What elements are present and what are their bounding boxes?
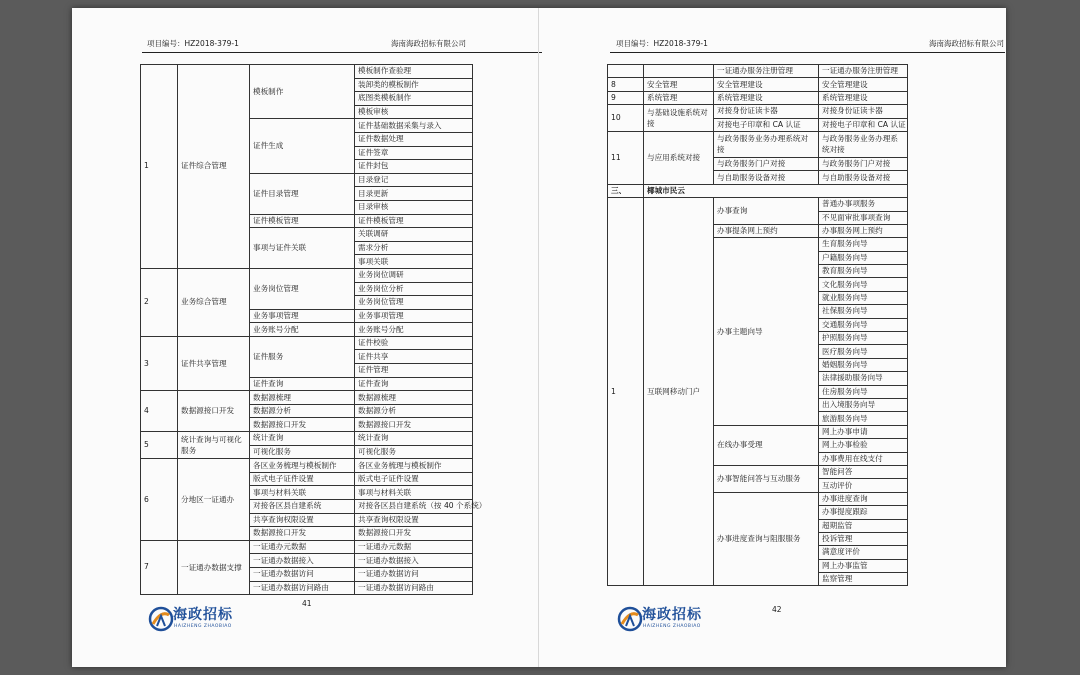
- subcategory: 可视化服务: [250, 445, 355, 459]
- item: 监察管理: [819, 573, 908, 586]
- subcategory: 对接各区县自建系统: [250, 500, 355, 514]
- section-title: 椰城市民云: [644, 184, 908, 197]
- page-number: 42: [772, 605, 782, 614]
- category: 统计查询与可视化服务: [178, 432, 250, 459]
- left-page: [72, 8, 539, 667]
- header-company: 海南海政招标有限公司: [391, 39, 466, 48]
- item: 住房服务向导: [819, 385, 908, 398]
- item: 证件模板管理: [355, 214, 473, 228]
- item: 网上办事申请: [819, 425, 908, 438]
- item: 出入境服务向导: [819, 398, 908, 411]
- item: 可视化服务: [355, 445, 473, 459]
- item: 一证通办服务注册管理: [819, 65, 908, 78]
- row-no: 7: [141, 540, 178, 594]
- header-project-no: 项目编号：HZ2018-379-1: [147, 39, 239, 48]
- subcategory: 事项与材料关联: [250, 486, 355, 500]
- subcategory: 证件生成: [250, 119, 355, 173]
- subcategory: 一证通办数据接入: [250, 554, 355, 568]
- subcategory: 办事智能问答与互动服务: [714, 465, 819, 492]
- row-no: 2: [141, 268, 178, 336]
- item: 目录更新: [355, 187, 473, 201]
- subcategory: 与政务服务门户对接: [714, 157, 819, 170]
- subcategory: 证件模板管理: [250, 214, 355, 228]
- category: 证件综合管理: [178, 65, 250, 269]
- subcategory: 一证通办数据访问: [250, 567, 355, 581]
- item: 与政务服务业务办理系统对接: [819, 131, 908, 157]
- logo-name: 海政招标: [642, 607, 702, 623]
- subcategory: 与政务服务业务办理系统对接: [714, 131, 819, 157]
- subcategory: 系统管理建设: [714, 91, 819, 104]
- subcategory: 办事查询: [714, 198, 819, 225]
- item: 各区业务梳理与模板制作: [355, 459, 473, 473]
- item: 数据源梳理: [355, 391, 473, 405]
- right-page: [539, 8, 1006, 667]
- item: 证件校验: [355, 336, 473, 350]
- item: 证件封包: [355, 160, 473, 174]
- item: 证件数据处理: [355, 132, 473, 146]
- item: 对接各区县自建系统（按 40 个系统）: [355, 500, 473, 514]
- row-no: 5: [141, 432, 178, 459]
- item: 证件共享: [355, 350, 473, 364]
- item: 与自助服务设备对接: [819, 171, 908, 184]
- category: 证件共享管理: [178, 336, 250, 390]
- item: 一证通办数据接入: [355, 554, 473, 568]
- subcategory: 各区业务梳理与模板制作: [250, 459, 355, 473]
- left-table: [140, 64, 487, 595]
- subcategory: 数据源梳理: [250, 391, 355, 405]
- item: 业务事项管理: [355, 309, 473, 323]
- row-no: 1: [141, 65, 178, 269]
- header-rule: [142, 52, 542, 53]
- right-table: [607, 64, 908, 586]
- item: 模板制作查验理: [355, 65, 473, 79]
- category: 系统管理: [644, 91, 714, 104]
- item: 互动评价: [819, 479, 908, 492]
- item: 普通办事项服务: [819, 198, 908, 211]
- item: 生育服务向导: [819, 238, 908, 251]
- category: 一证通办数据支撑: [178, 540, 250, 594]
- company-logo: [148, 606, 240, 634]
- row-no: 6: [141, 459, 178, 541]
- subcategory: 办事主题向导: [714, 238, 819, 425]
- item: 底图类模板制作: [355, 92, 473, 106]
- header-company: 海南海政招标有限公司: [929, 39, 1004, 48]
- row-no: 8: [608, 78, 644, 91]
- item: 业务岗位分析: [355, 282, 473, 296]
- subcategory: 证件查询: [250, 377, 355, 391]
- item: 办事服务网上预约: [819, 224, 908, 237]
- row-no: 10: [608, 105, 644, 132]
- subcategory: 统计查询: [250, 432, 355, 446]
- item: 医疗服务向导: [819, 345, 908, 358]
- company-logo: [617, 606, 709, 634]
- item: 网上办事检验: [819, 439, 908, 452]
- item: 系统管理建设: [819, 91, 908, 104]
- item: 数据源分析: [355, 404, 473, 418]
- item: 共享查询权限设置: [355, 513, 473, 527]
- item: 关联调研: [355, 228, 473, 242]
- item: 安全管理建设: [819, 78, 908, 91]
- subcategory: 数据源分析: [250, 404, 355, 418]
- item: 旅游服务向导: [819, 412, 908, 425]
- item: 业务账号分配: [355, 323, 473, 337]
- item: 一证通办数据访问: [355, 567, 473, 581]
- subcategory: 业务账号分配: [250, 323, 355, 337]
- item: 社保服务向导: [819, 305, 908, 318]
- row-no: [608, 65, 644, 78]
- item: 婚姻服务向导: [819, 358, 908, 371]
- item: 证件签章: [355, 146, 473, 160]
- subcategory: 证件目录管理: [250, 173, 355, 214]
- item: 目录登记: [355, 173, 473, 187]
- subcategory: 安全管理建设: [714, 78, 819, 91]
- item: 不见面审批事项查询: [819, 211, 908, 224]
- item: 模板审核: [355, 105, 473, 119]
- subcategory: 共享查询权限设置: [250, 513, 355, 527]
- item: 证件管理: [355, 364, 473, 378]
- subcategory: 数据源接口开发: [250, 418, 355, 432]
- item: 法律援助服务向导: [819, 372, 908, 385]
- item: 需求分析: [355, 241, 473, 255]
- subcategory: 与自助服务设备对接: [714, 171, 819, 184]
- subcategory: 在线办事受理: [714, 425, 819, 465]
- item: 办事提度跟踪: [819, 506, 908, 519]
- subcategory: 业务事项管理: [250, 309, 355, 323]
- item: 业务岗位调研: [355, 268, 473, 282]
- logo-tagline: HAIZHENG ZHAOBIAO: [643, 624, 701, 629]
- category: 数据源接口开发: [178, 391, 250, 432]
- category: 安全管理: [644, 78, 714, 91]
- subcategory: 版式电子证件设置: [250, 472, 355, 486]
- item: 与政务服务门户对接: [819, 157, 908, 170]
- row-no: 3: [141, 336, 178, 390]
- item: 投诉管理: [819, 532, 908, 545]
- row-no: 11: [608, 131, 644, 184]
- item: 统计查询: [355, 432, 473, 446]
- item: 一证通办数据访问路由: [355, 581, 473, 595]
- item: 证件查询: [355, 377, 473, 391]
- item: 一证通办元数据: [355, 540, 473, 554]
- subcategory: 事项与证件关联: [250, 228, 355, 269]
- section-no: 三、: [608, 184, 644, 197]
- item: 事项与材料关联: [355, 486, 473, 500]
- item: 户籍服务向导: [819, 251, 908, 264]
- subcategory: 业务岗位管理: [250, 268, 355, 309]
- item: 就业服务向导: [819, 291, 908, 304]
- subcategory: 一证通办数据访问路由: [250, 581, 355, 595]
- item: 满意度评价: [819, 546, 908, 559]
- item: 办事进度查询: [819, 492, 908, 505]
- item: 证件基础数据采集与录入: [355, 119, 473, 133]
- item: 文化服务向导: [819, 278, 908, 291]
- header-rule: [610, 52, 1005, 53]
- item: 交通服务向导: [819, 318, 908, 331]
- item: 教育服务向导: [819, 265, 908, 278]
- item: 智能问答: [819, 465, 908, 478]
- row-no: 4: [141, 391, 178, 432]
- subcategory: 办事提条网上预约: [714, 224, 819, 237]
- subcategory: 对接身份证读卡器: [714, 105, 819, 118]
- logo-mark-icon: [617, 606, 643, 632]
- item: 超期监管: [819, 519, 908, 532]
- document-spread: [72, 8, 1006, 667]
- item: 版式电子证件设置: [355, 472, 473, 486]
- page-number: 41: [302, 599, 312, 608]
- item: 装卸类的模板制作: [355, 78, 473, 92]
- item: 对接身份证读卡器: [819, 105, 908, 118]
- item: 业务岗位管理: [355, 296, 473, 310]
- logo-mark-icon: [148, 606, 174, 632]
- subcategory: 模板制作: [250, 65, 355, 119]
- subcategory: 办事进度查询与阻服服务: [714, 492, 819, 586]
- item: 数据源接口开发: [355, 418, 473, 432]
- subcategory: 一证通办服务注册管理: [714, 65, 819, 78]
- subcategory: 数据源接口开发: [250, 527, 355, 541]
- item: 数据源接口开发: [355, 527, 473, 541]
- item: 护照服务向导: [819, 332, 908, 345]
- item: 办事费用在线支付: [819, 452, 908, 465]
- logo-tagline: HAIZHENG ZHAOBIAO: [174, 624, 232, 629]
- subcategory: 对接电子印章和 CA 认证: [714, 118, 819, 131]
- category: [644, 65, 714, 78]
- subcategory: 一证通办元数据: [250, 540, 355, 554]
- row-no: 9: [608, 91, 644, 104]
- item: 事项关联: [355, 255, 473, 269]
- category: 分地区一证通办: [178, 459, 250, 541]
- category: 业务综合管理: [178, 268, 250, 336]
- logo-name: 海政招标: [173, 607, 233, 623]
- subcategory: 证件服务: [250, 336, 355, 377]
- header-project-no: 项目编号：HZ2018-379-1: [616, 39, 708, 48]
- category: 互联网移动门户: [644, 198, 714, 586]
- item: 对接电子印章和 CA 认证: [819, 118, 908, 131]
- item: 目录审核: [355, 200, 473, 214]
- item: 网上办事监管: [819, 559, 908, 572]
- category: 与应用系统对接: [644, 131, 714, 184]
- category: 与基础设施系统对接: [644, 105, 714, 132]
- row-no: 1: [608, 198, 644, 586]
